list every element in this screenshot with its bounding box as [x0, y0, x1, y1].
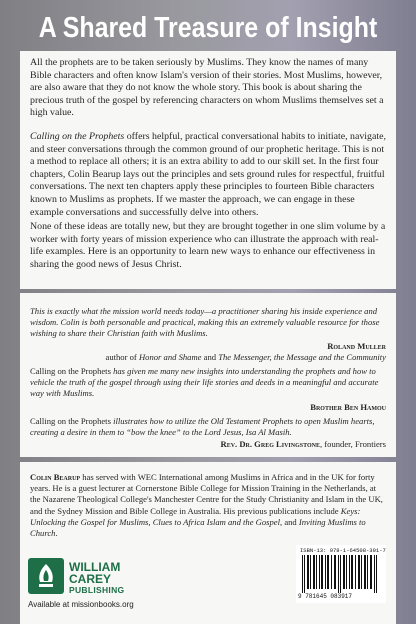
- bio-book-2: Clues to Africa Islam and the Gospel: [152, 516, 281, 527]
- endorsement-quote-1-text: This is exactly what the mission world needs today—a practitioner sharing his inside experience and wisdom. Colin is both personable and practical, making this an extremely valuable resource for those wishing to share their Christian faith with Muslims.: [30, 306, 380, 339]
- description-panel: [20, 51, 396, 289]
- publisher-subtitle: PUBLISHING: [69, 585, 125, 595]
- endorser-name: Rev. Dr. Greg Livingstone: [220, 439, 320, 449]
- isbn-barcode: [296, 545, 386, 603]
- publisher-name-line-1: WILLIAM: [69, 560, 121, 574]
- publisher-name-line-2: CAREY: [69, 572, 112, 586]
- bio-sep-1: ,: [148, 516, 153, 527]
- endorsement-quote-3: [30, 416, 386, 438]
- endorsement-quote-1: [30, 306, 386, 340]
- endorsement-2-book-title: Calling on the Prophets: [30, 366, 111, 376]
- publisher-lamp-icon: [28, 558, 64, 594]
- author-bio: [30, 472, 386, 539]
- credit-book-1: Honor and Shame: [138, 352, 202, 363]
- endorsement-quote-3-text: illustrates how to utilize the Old Testament Prophets to open Muslim hearts, creating a desire in them to “bow the knee” to the Lord Jesus, Isa Al Masih.: [30, 416, 375, 438]
- endorsement-author-2: [30, 402, 386, 413]
- credit-book-2: The Messenger, the Message and the Community: [218, 352, 386, 363]
- bio-sep-2: , and: [280, 516, 299, 527]
- isbn-text: ISBN-13: 978-1-64508-391-7: [300, 547, 386, 554]
- endorser-name: Roland Muller: [327, 341, 386, 351]
- bio-end: .: [55, 528, 58, 539]
- bio-book-3: Inviting Muslims to Church: [30, 516, 366, 539]
- cover-title: A Shared Treasure of Insight: [38, 12, 378, 44]
- description-paragraph-3: None of these ideas are totally new, but they are brought together in one slim volume by a worker with forty years of mission experience who can illustrate the approach with real-life examples. Here is an opportunity to learn new ways to enhance our effectiveness in sharing the good news of Jesus Christ.: [30, 221, 386, 270]
- endorsement-3-book-title: Calling on the Prophets: [30, 416, 111, 426]
- endorser-name: Brother Ben Hamou: [310, 402, 386, 412]
- credit-and: and: [201, 352, 219, 363]
- barcode-digits: 9 781645 083917: [298, 593, 353, 600]
- endorsement-quote-2-text: has given me many new insights into understanding the prophets and how to vehicle the truth of the gospel through using their life stories and deeds in a meaningful and accurate way with Muslims.: [30, 366, 379, 399]
- endorsements-panel: [20, 293, 396, 457]
- endorsement-quote-2: [30, 366, 386, 400]
- availability-text: Available at missionbooks.org: [28, 600, 134, 609]
- publisher-name: [69, 561, 120, 585]
- bio-text: has served with WEC International among Muslims in Africa and in the UK for forty years. He is a guest lecturer at Cornerstone Bible College for Mission Training in the Netherlands, at the Nazarene Theological College's Manchester Centre for the Study Christianity and Islam in the UK, and the Sydney Mission and Bible College in Australia. His previous publications include: [30, 472, 383, 516]
- endorser-credit: [30, 352, 386, 363]
- publisher-logo: [28, 558, 148, 598]
- description-paragraph-2-text: offers helpful, practical conversational habits to initiate, navigate, and steer conversations through the common ground of our prophetic heritage. This is not a method to replace all others; it is an extra ability to add to our skill set. In the first four chapters, Colin Bearup lays out the principles and sets ground rules for respectful, fruitful conversations. The next ten chapters apply these principles to fourteen Bible characters known to Muslims as prophets. If we master the approach, we can engage in these example conversations and successfully delve into others.: [30, 131, 386, 218]
- endorsement-author-3: [30, 439, 386, 450]
- bio-book-1: Keys: Unlocking the Gospel for Muslims: [30, 505, 361, 527]
- credit-prefix: author of: [105, 352, 139, 363]
- book-title-reference: Calling on the Prophets: [30, 131, 125, 142]
- endorser-org: , founder, Frontiers: [319, 439, 386, 449]
- author-name: Colin Bearup: [30, 472, 81, 482]
- description-paragraph-2: [30, 131, 386, 219]
- endorsement-author-1: [30, 341, 386, 363]
- description-paragraph-1: All the prophets are to be taken seriously by Muslims. They know the names of many Bible characters and often know Islam's version of their stories. Most Muslims, however, are also aware that they do not know the whole story. This book is about sharing the precious truth of the gospel by referencing characters on whom Muslims themselves set a high value.: [30, 57, 384, 119]
